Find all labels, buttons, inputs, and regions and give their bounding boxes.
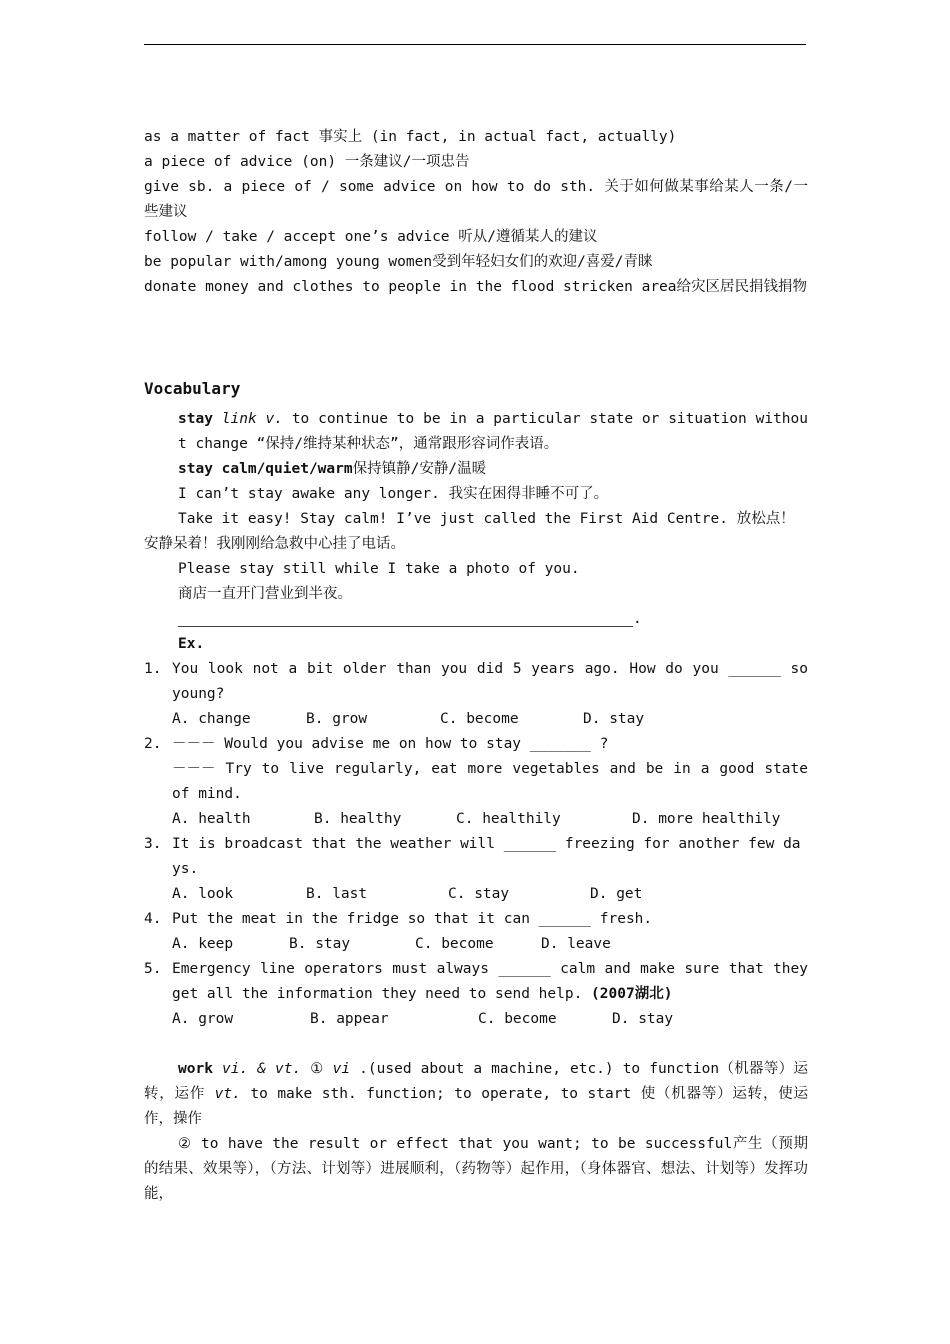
question-text: Put the meat in the fridge so that it can ______ fresh.: [172, 911, 653, 927]
phrase-item: be popular with/among young women受到年轻妇女们的欢迎/喜爱/青睐: [144, 254, 653, 270]
option[interactable]: A. look: [172, 886, 234, 902]
pos-label: vt.: [214, 1086, 241, 1102]
option[interactable]: D. more healthily: [632, 811, 781, 827]
exercise-question: [144, 732, 808, 757]
option-row: [144, 882, 808, 907]
exercise-question: [144, 657, 817, 707]
work-definition-2: [144, 1132, 808, 1207]
option[interactable]: D. leave: [541, 936, 611, 952]
collocation: [144, 457, 808, 482]
option[interactable]: C. healthily: [456, 811, 561, 827]
reply-text: －－－ Try to live regularly, eat more vegetables and be in a good state of mind.: [172, 761, 817, 802]
phrase-item: donate money and clothes to people in the flood stricken area给灾区居民捐钱捐物: [144, 279, 808, 295]
phrase-list: [144, 125, 808, 300]
question-text: You look not a bit older than you did 5 years ago. How do you ______ so young?: [172, 661, 817, 702]
option-row: [144, 707, 808, 732]
sense-marker: ①: [310, 1061, 324, 1077]
question-number: 5.: [144, 961, 162, 977]
example-sentence: 商店一直开门营业到半夜。: [178, 586, 352, 602]
phrase-item: a piece of advice (on) 一条建议/一项忠告: [144, 154, 470, 170]
question-number: 3.: [144, 836, 162, 852]
example-text: Take it easy! Stay calm! I’ve just called the First Aid Centre. 放松点！安静呆着！我刚刚给急救中心挂了电话。: [144, 511, 795, 552]
phrase-item: as a matter of fact 事实上 (in fact, in actual fact, actually): [144, 129, 677, 145]
option[interactable]: C. become: [478, 1011, 557, 1027]
pos-label: link v.: [221, 411, 283, 427]
option[interactable]: B. grow: [306, 711, 368, 727]
question-body: Emergency line operators must always ______ calm and make sure that they get all the information they need to send help.: [172, 961, 817, 1002]
headword-work: work: [178, 1061, 213, 1077]
header-rule: [144, 44, 806, 45]
document-body: [144, 125, 817, 1207]
option[interactable]: C. stay: [448, 886, 510, 902]
option[interactable]: A. keep: [172, 936, 234, 952]
option[interactable]: A. change: [172, 711, 251, 727]
sense-text: to make sth. function; to operate, to start 使（机器等）运转，使运作，操作: [144, 1086, 808, 1127]
headword-stay: stay: [178, 411, 213, 427]
option[interactable]: A. health: [172, 811, 251, 827]
exercise-question: [144, 907, 808, 932]
example-sentence: [144, 507, 808, 557]
exercise-question: [144, 957, 817, 1007]
option[interactable]: C. become: [440, 711, 519, 727]
work-definition-1: [144, 1057, 808, 1132]
sense-text: ② to have the result or effect that you want; to be successful产生（预期的结果、效果等），（方法、计划等）进展顺利，（药物等）起作用，（身体器官、想法、计划等）发挥功能，: [144, 1136, 808, 1202]
pos-label: vi. & vt.: [221, 1061, 302, 1077]
blank-period: .: [633, 611, 642, 627]
collocation-cn: 保持镇静/安静/温暖: [352, 461, 487, 477]
pos-label: vi: [332, 1061, 351, 1077]
question-number: 4.: [144, 911, 162, 927]
option-row: [144, 1007, 808, 1032]
option[interactable]: B. appear: [310, 1011, 389, 1027]
question-number: 2.: [144, 736, 162, 752]
answer-blank[interactable]: [178, 612, 633, 627]
exercise-question: [144, 832, 808, 882]
example-sentence: Please stay still while I take a photo of you.: [178, 561, 580, 577]
option[interactable]: B. healthy: [314, 811, 402, 827]
stay-definition: [144, 407, 808, 457]
example-sentence: I can’t stay awake any longer. 我实在困得非睡不可了。: [178, 486, 609, 502]
option[interactable]: C. become: [415, 936, 494, 952]
question-text: －－－ Would you advise me on how to stay _______ ?: [172, 736, 609, 752]
option[interactable]: A. grow: [172, 1011, 234, 1027]
question-source: (2007湖北): [591, 986, 673, 1002]
option[interactable]: D. stay: [612, 1011, 674, 1027]
definition-text: to continue to be in a particular state or situation without change “保持/维持某种状态”，通常跟形容词作表语。: [178, 411, 808, 452]
option-row: [144, 932, 808, 957]
option[interactable]: D. get: [590, 886, 643, 902]
option[interactable]: B. stay: [289, 936, 351, 952]
translation-blank: [144, 607, 808, 632]
vocabulary-heading: Vocabulary: [144, 379, 241, 398]
question-number: 1.: [144, 661, 162, 677]
phrase-item: follow / take / accept one’s advice 听从/遵循某人的建议: [144, 229, 598, 245]
sense-text: .(used about a machine, etc.) to function（机器等）运转，运作: [144, 1061, 808, 1102]
option-row: [144, 807, 808, 832]
exercise-label: Ex.: [178, 636, 205, 652]
option[interactable]: D. stay: [583, 711, 645, 727]
exercise-question-reply: [144, 757, 817, 807]
collocation-en: stay calm/quiet/warm: [178, 461, 353, 477]
question-text: [172, 957, 817, 1007]
phrase-item: give sb. a piece of / some advice on how to do sth. 关于如何做某事给某人一条/一些建议: [144, 179, 808, 220]
question-text: It is broadcast that the weather will ______ freezing for another few days.: [172, 836, 801, 877]
option[interactable]: B. last: [306, 886, 368, 902]
